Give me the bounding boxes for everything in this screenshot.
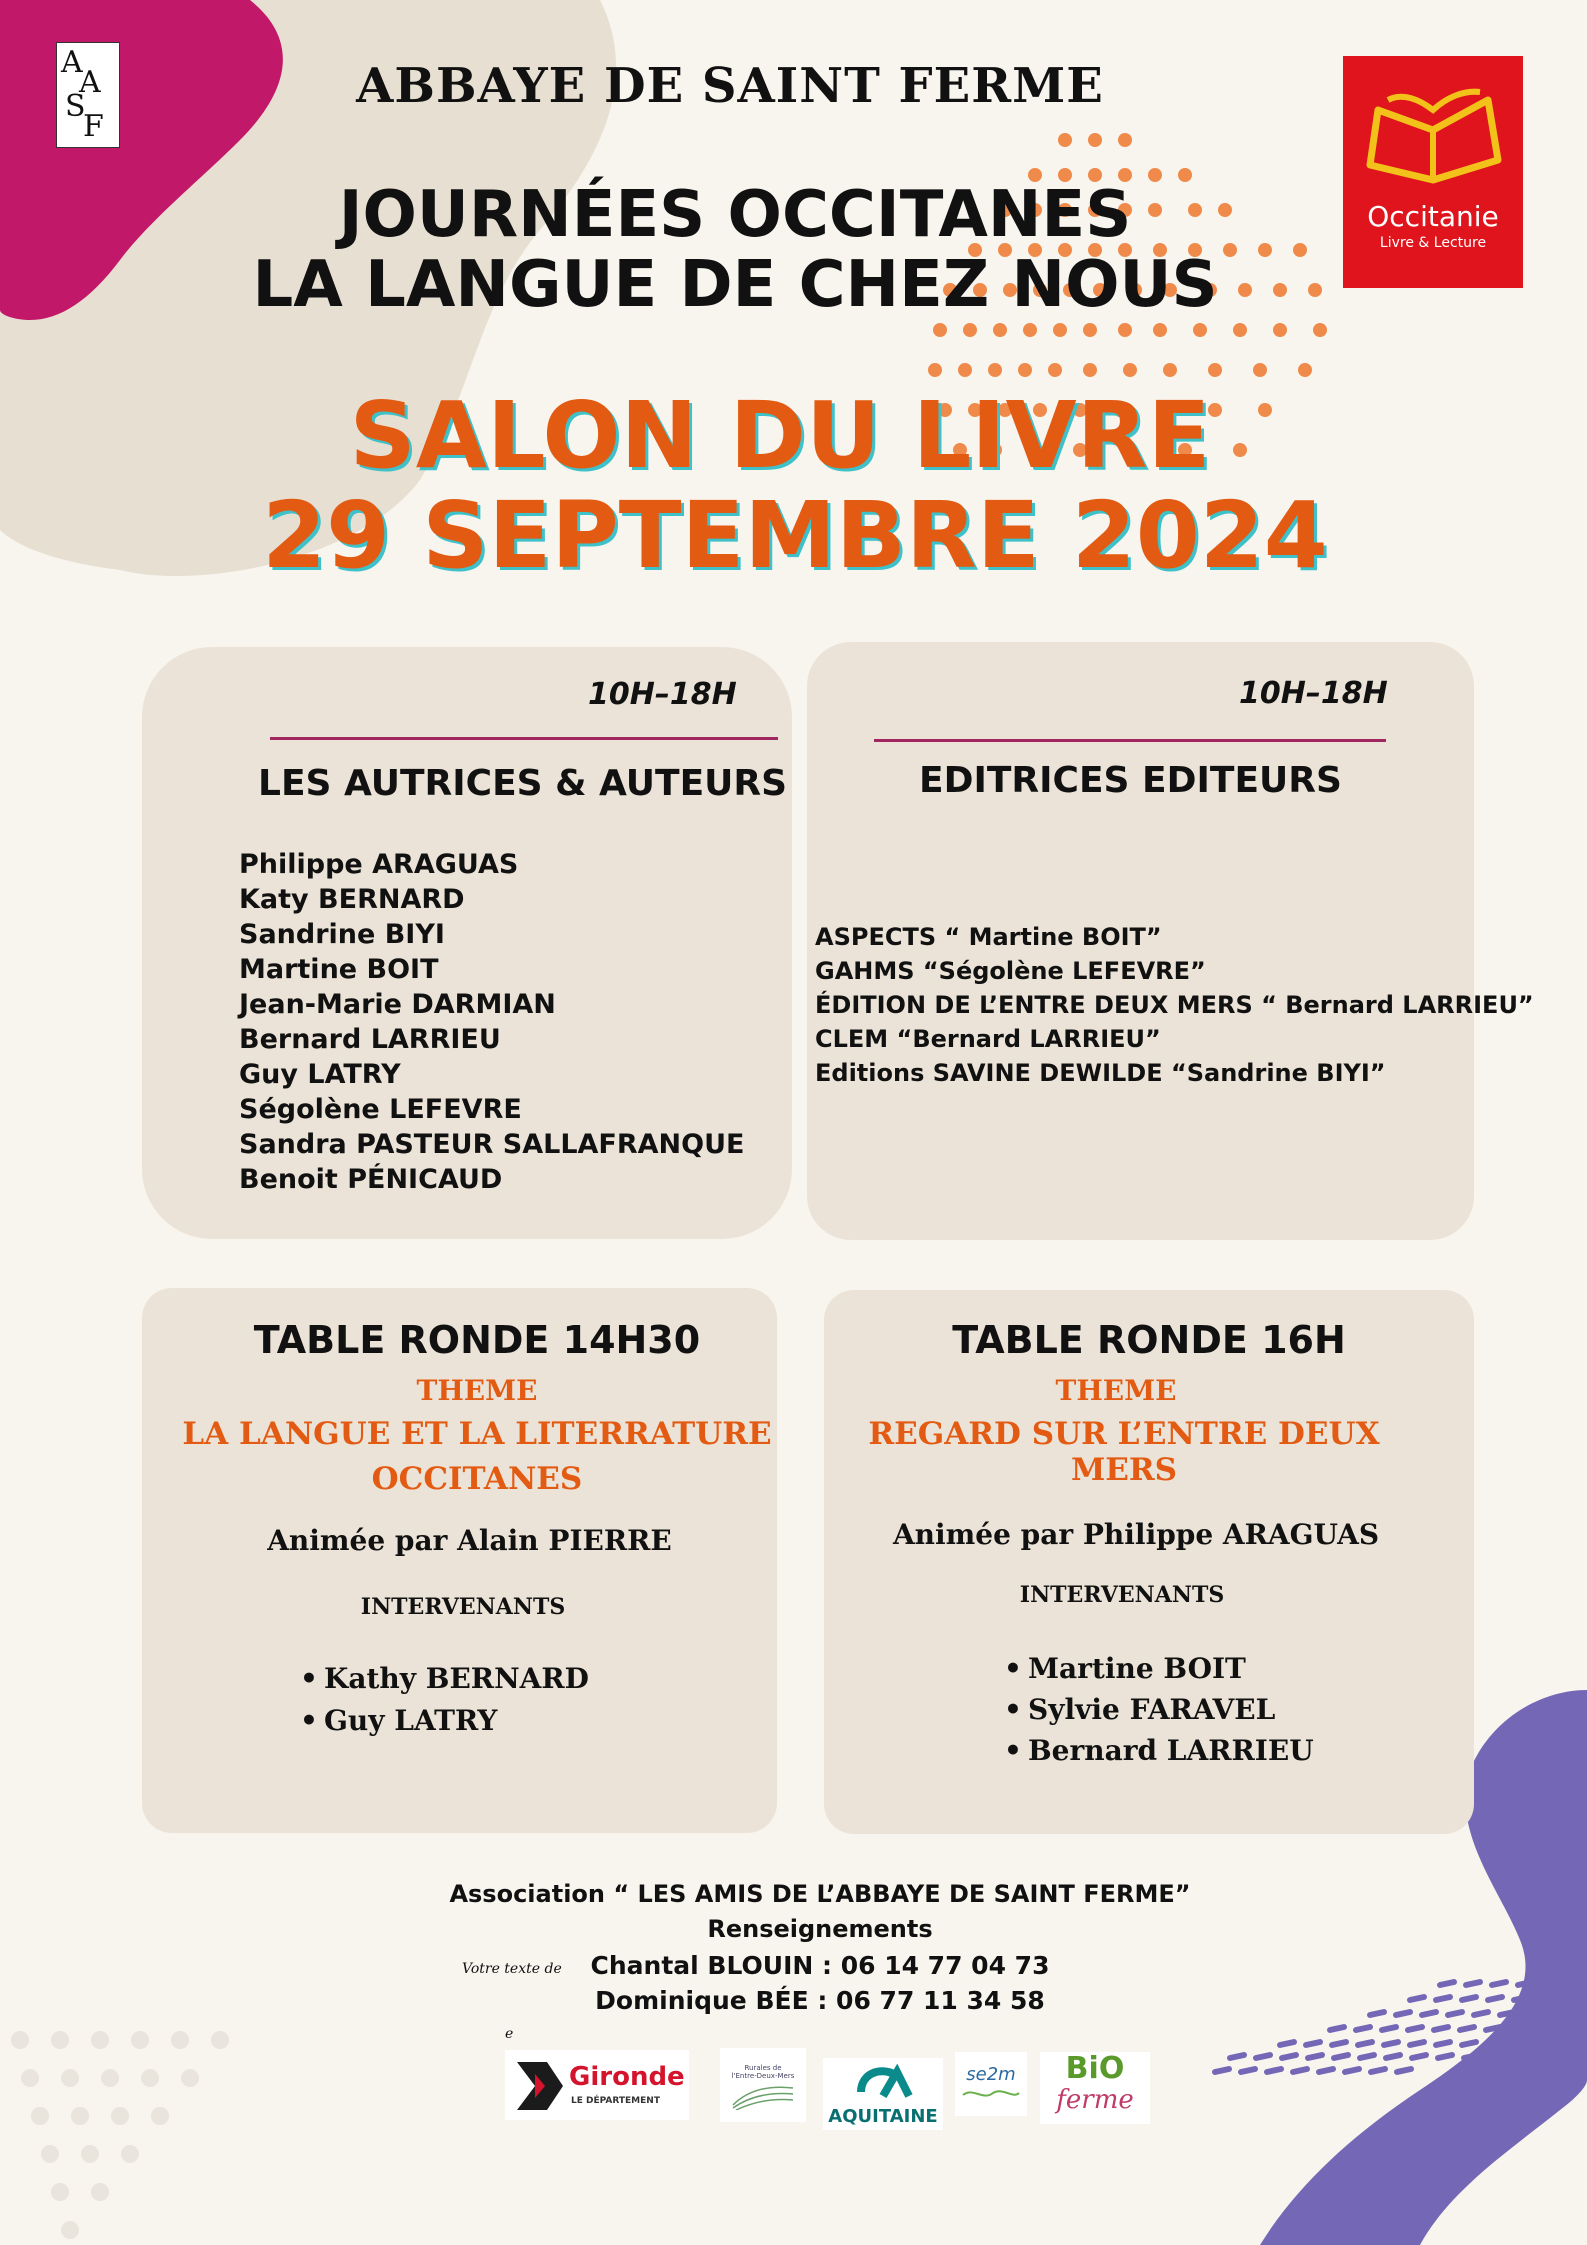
- purple-dash: [1319, 2069, 1333, 2072]
- publisher-entry: CLEM “Bernard LARRIEU”: [815, 1025, 1161, 1053]
- occitanie-logo: [1343, 56, 1523, 288]
- purple-dash: [1486, 2027, 1500, 2030]
- purple-dash: [1397, 2069, 1411, 2072]
- title-line-2: LA LANGUE DE CHEZ NOUS: [252, 248, 1218, 322]
- pale-dot: [71, 2107, 89, 2125]
- purple-dash: [1512, 2027, 1526, 2030]
- ruralite-logo: [720, 2048, 806, 2122]
- author-name: Philippe ARAGUAS: [239, 849, 519, 880]
- purple-dash: [1256, 2055, 1270, 2058]
- round-table-2-theme-label: THEME: [1055, 1374, 1177, 1407]
- author-name: Sandra PASTEUR SALLAFRANQUE: [239, 1129, 745, 1160]
- purple-dash: [1356, 2027, 1370, 2030]
- orange-dot: [1123, 363, 1137, 377]
- gironde-subtitle: LE DÉPARTEMENT: [571, 2096, 660, 2106]
- publishers-hours: 10H–18H: [1239, 676, 1388, 711]
- se2m-name: se2m: [966, 2064, 1016, 2085]
- orange-dot: [1118, 133, 1132, 147]
- purple-dash: [1488, 2042, 1502, 2045]
- contact-1: Chantal BLOUIN : 06 14 77 04 73: [590, 1951, 1050, 1980]
- authors-card: [142, 647, 792, 1239]
- purple-dash: [1282, 2055, 1296, 2058]
- purple-dash: [1544, 1982, 1558, 1985]
- pale-dot-pattern: [11, 2031, 229, 2239]
- orange-dot: [933, 323, 947, 337]
- orange-dot: [1018, 363, 1032, 377]
- authors-divider: [270, 737, 778, 740]
- pale-dot: [101, 2069, 119, 2087]
- round-table-1-theme-label: THEME: [416, 1374, 538, 1407]
- orange-dot: [1053, 323, 1067, 337]
- occitanie-name: Occitanie: [1367, 200, 1499, 233]
- purple-dash: [1308, 2055, 1322, 2058]
- aasf-letter-2: A: [79, 65, 101, 100]
- pale-dot: [141, 2069, 159, 2087]
- purple-dash: [1267, 2069, 1281, 2072]
- pale-dot: [51, 2031, 69, 2049]
- purple-dash: [1330, 2027, 1344, 2030]
- purple-dash: [1410, 2042, 1424, 2045]
- pale-dot: [91, 2031, 109, 2049]
- purple-dash: [1360, 2055, 1374, 2058]
- orange-dot: [1313, 323, 1327, 337]
- purple-dash: [1215, 2069, 1229, 2072]
- orange-dot: [1118, 323, 1132, 337]
- bio-name: BiO: [1065, 2051, 1125, 2086]
- aasf-letter-1: A: [61, 45, 83, 80]
- pale-dot: [61, 2069, 79, 2087]
- purple-dash: [1293, 2069, 1307, 2072]
- purple-dash: [1332, 2042, 1346, 2045]
- purple-dash: [1358, 2042, 1372, 2045]
- pale-dot: [181, 2069, 199, 2087]
- publisher-entry: GAHMS “Ségolène LEFEVRE”: [815, 957, 1206, 985]
- round-table-1-theme-line-2: OCCITANES: [371, 1461, 583, 1497]
- purple-dash: [1384, 2042, 1398, 2045]
- publisher-entry: Editions SAVINE DEWILDE “Sandrine BIYI”: [815, 1059, 1386, 1087]
- pale-dot: [121, 2145, 139, 2163]
- orange-dot: [1253, 363, 1267, 377]
- purple-dash: [1436, 2042, 1450, 2045]
- author-name: Bernard LARRIEU: [239, 1024, 501, 1055]
- pale-dot: [11, 2031, 29, 2049]
- event-title: SALON DU LIVRE: [349, 382, 1211, 489]
- aasf-letter-4: F: [83, 109, 104, 144]
- pale-dot: [131, 2031, 149, 2049]
- gironde-logo: [505, 2050, 689, 2120]
- pale-dot: [171, 2031, 189, 2049]
- organization-name: ABBAYE DE SAINT FERME: [356, 58, 1104, 114]
- bio-ferme-logo: [1040, 2052, 1150, 2124]
- purple-dash: [1570, 1982, 1584, 1985]
- pale-dot: [41, 2145, 59, 2163]
- round-table-2-card: [824, 1290, 1474, 1834]
- round-table-2-speakers-label: INTERVENANTS: [1019, 1582, 1225, 1608]
- credit-agricole-icon: [853, 2062, 913, 2102]
- wave-icon: [961, 2085, 1021, 2103]
- round-table-2-theme-line-1: REGARD SUR L’ENTRE DEUX MERS: [868, 1416, 1380, 1488]
- purple-dash: [1412, 2055, 1426, 2058]
- gironde-chevron-icon: [515, 2060, 565, 2112]
- orange-dot: [928, 363, 942, 377]
- placeholder-text: Votre texte de: [462, 1961, 562, 1977]
- author-name: Jean-Marie DARMIAN: [239, 989, 556, 1020]
- round-table-1-card: [142, 1288, 777, 1833]
- orange-dot: [1023, 323, 1037, 337]
- bio-ferme-name: ferme: [1056, 2085, 1134, 2115]
- orange-dot: [1083, 363, 1097, 377]
- round-table-1-speakers-label: INTERVENANTS: [360, 1594, 566, 1620]
- orange-dot: [963, 323, 977, 337]
- orange-dot: [993, 323, 1007, 337]
- speaker-item: • Bernard LARRIEU: [1004, 1730, 1314, 1771]
- orange-dot: [958, 363, 972, 377]
- purple-dash: [1466, 1982, 1480, 1985]
- orange-dot: [1048, 363, 1062, 377]
- title-line-1: JOURNÉES OCCITANES: [338, 178, 1132, 252]
- orange-dot: [1208, 363, 1222, 377]
- orange-dot: [1233, 323, 1247, 337]
- authors-title: LES AUTRICES & AUTEURS: [258, 763, 788, 804]
- purple-dash: [1334, 2055, 1348, 2058]
- purple-dash: [1241, 2069, 1255, 2072]
- purple-dash: [1371, 2069, 1385, 2072]
- author-name: Sandrine BIYI: [239, 919, 445, 950]
- speaker-item: • Martine BOIT: [1004, 1648, 1314, 1689]
- credit-agricole-name: AQUITAINE: [828, 2106, 938, 2127]
- pale-dot: [21, 2069, 39, 2087]
- authors-hours: 10H–18H: [588, 677, 737, 712]
- round-table-1-speakers: [300, 1658, 589, 1742]
- field-lines-icon: [728, 2080, 798, 2110]
- round-table-1-host: Animée par Alain PIERRE: [267, 1524, 672, 1557]
- author-name: Guy LATRY: [239, 1059, 401, 1090]
- pale-dot: [81, 2145, 99, 2163]
- round-table-1-theme-line-1: LA LANGUE ET LA LITERRATURE: [182, 1416, 772, 1452]
- placeholder-text-e: e: [505, 2026, 514, 2042]
- round-table-2-host: Animée par Philippe ARAGUAS: [892, 1518, 1380, 1551]
- event-date: 29 SEPTEMBRE 2024: [262, 482, 1328, 589]
- association-name: Association “ LES AMIS DE L’ABBAYE DE SAINT FERME”: [449, 1880, 1191, 1908]
- occitanie-subtitle: Livre & Lecture: [1379, 235, 1487, 251]
- info-label: Renseignements: [707, 1915, 933, 1943]
- se2m-logo: [955, 2052, 1027, 2116]
- publisher-entry: ÉDITION DE L’ENTRE DEUX MERS “ Bernard LARRIEU”: [815, 991, 1534, 1019]
- pale-dot: [51, 2183, 69, 2201]
- orange-dot: [1083, 323, 1097, 337]
- purple-dash: [1386, 2055, 1400, 2058]
- publishers-divider: [874, 739, 1386, 742]
- orange-dot: [988, 363, 1002, 377]
- purple-dash: [1538, 2027, 1552, 2030]
- purple-dash: [1492, 1982, 1506, 1985]
- pale-dot: [211, 2031, 229, 2049]
- publishers-title: EDITRICES EDITEURS: [919, 760, 1342, 801]
- ruralite-line-1: Rurales de: [744, 2064, 782, 2072]
- publishers-list: [815, 920, 1534, 1090]
- orange-dot: [1058, 133, 1072, 147]
- orange-dot: [1193, 323, 1207, 337]
- ruralite-line-2: l'Entre-Deux-Mers: [731, 2072, 795, 2080]
- pale-dot: [31, 2107, 49, 2125]
- contact-2: Dominique BÉE : 06 77 11 34 58: [595, 1986, 1045, 2015]
- purple-dash: [1306, 2042, 1320, 2045]
- publisher-entry: ASPECTS “ Martine BOIT”: [815, 923, 1162, 951]
- credit-agricole-logo: [823, 2058, 943, 2130]
- author-name: Ségolène LEFEVRE: [239, 1094, 522, 1125]
- round-table-2-speakers: [1004, 1648, 1314, 1771]
- pale-dot: [151, 2107, 169, 2125]
- orange-dot: [1088, 133, 1102, 147]
- pale-dot: [61, 2221, 79, 2239]
- authors-list: [239, 847, 744, 1197]
- purple-dash: [1382, 2027, 1396, 2030]
- purple-dash: [1434, 2027, 1448, 2030]
- purple-dash: [1345, 2069, 1359, 2072]
- purple-dash: [1230, 2055, 1244, 2058]
- purple-dash: [1280, 2042, 1294, 2045]
- purple-dash: [1438, 2055, 1452, 2058]
- purple-dash: [1518, 1982, 1532, 1985]
- orange-dot: [1163, 363, 1177, 377]
- round-table-1-title: TABLE RONDE 14H30: [253, 1318, 701, 1362]
- purple-dash: [1462, 2042, 1476, 2045]
- purple-dash: [1440, 1982, 1454, 1985]
- speaker-item: • Kathy BERNARD: [300, 1658, 589, 1700]
- pale-dot: [111, 2107, 129, 2125]
- orange-dot: [1153, 323, 1167, 337]
- author-name: Katy BERNARD: [239, 884, 465, 915]
- purple-dash: [1464, 2055, 1478, 2058]
- author-name: Benoit PÉNICAUD: [239, 1164, 503, 1195]
- author-name: Martine BOIT: [239, 954, 439, 985]
- open-book-icon: [1358, 70, 1508, 190]
- purple-dash: [1408, 2027, 1422, 2030]
- round-table-2-title: TABLE RONDE 16H: [952, 1318, 1346, 1362]
- pale-dot: [91, 2183, 109, 2201]
- gironde-name: Gironde: [569, 2062, 685, 2092]
- orange-dot: [1273, 323, 1287, 337]
- purple-dash: [1514, 2042, 1528, 2045]
- speaker-item: • Sylvie FARAVEL: [1004, 1689, 1314, 1730]
- aasf-letter-3: S: [65, 89, 86, 124]
- orange-dot: [1298, 363, 1312, 377]
- speaker-item: • Guy LATRY: [300, 1700, 589, 1742]
- publishers-card: [807, 642, 1534, 1240]
- purple-dash: [1460, 2027, 1474, 2030]
